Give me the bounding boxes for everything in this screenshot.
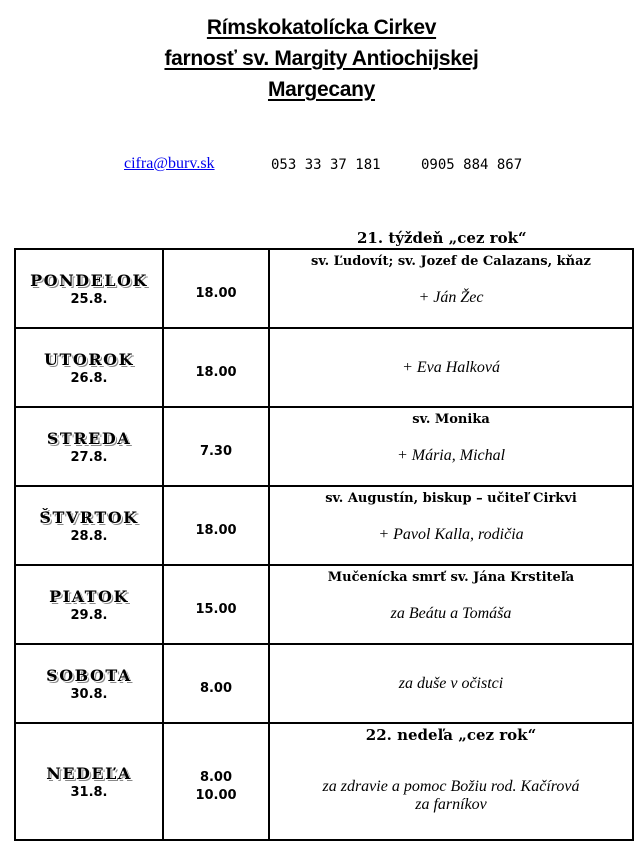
intention-text: za Beátu a Tomáša	[390, 604, 512, 622]
parish-header	[0, 12, 643, 105]
feast-label: Mučenícka smrť sv. Jána Krstiteľa	[327, 570, 575, 585]
day-date: 25.8.	[70, 291, 108, 307]
day-cell	[15, 328, 163, 407]
mass-time: 8.00	[199, 769, 233, 785]
day-date: 30.8.	[70, 686, 108, 702]
header-line-church: Rímskokatolícka Cirkev	[206, 16, 437, 39]
day-cell	[15, 565, 163, 644]
day-name: NEDEĽA	[46, 763, 132, 783]
day-cell	[15, 723, 163, 840]
intention-text: za zdravie a pomoc Božiu rod. Kačírová	[322, 777, 580, 795]
table-row	[15, 723, 633, 840]
day-date: 26.8.	[70, 370, 108, 386]
mass-time: 8.00	[163, 644, 269, 723]
table-row	[15, 407, 633, 486]
day-name: SOBOTA	[46, 665, 132, 685]
table-row	[15, 486, 633, 565]
day-date: 29.8.	[70, 607, 108, 623]
intention-cell	[269, 249, 633, 328]
day-cell	[15, 407, 163, 486]
feast-label: 22. nedeľa „cez rok“	[365, 726, 537, 744]
mass-time: 15.00	[163, 565, 269, 644]
intention-cell	[269, 565, 633, 644]
email-link[interactable]: cifra@burv.sk	[124, 155, 215, 172]
feast-label: sv. Ľudovít; sv. Jozef de Calazans, kňaz	[311, 254, 591, 269]
intention-cell	[269, 486, 633, 565]
intention-text-second: za farníkov	[415, 795, 487, 813]
day-name: UTOROK	[44, 349, 134, 369]
intention-cell	[269, 644, 633, 723]
intention-text: + Pavol Kalla, rodičia	[378, 525, 524, 543]
day-name: PONDELOK	[30, 270, 148, 290]
intention-text: + Mária, Michal	[396, 446, 506, 464]
mass-time-cell	[163, 723, 269, 840]
mass-time-second: 10.00	[195, 787, 237, 803]
day-name: STREDA	[46, 428, 132, 448]
mass-time: 18.00	[163, 249, 269, 328]
mass-time: 7.30	[163, 407, 269, 486]
day-cell	[15, 486, 163, 565]
day-date: 28.8.	[70, 528, 108, 544]
day-name: PIATOK	[49, 586, 129, 606]
table-row	[15, 328, 633, 407]
day-cell	[15, 249, 163, 328]
table-row	[15, 249, 633, 328]
day-date: 27.8.	[70, 449, 108, 465]
intention-text: za duše v očistci	[398, 674, 504, 692]
table-row	[15, 644, 633, 723]
day-date: 31.8.	[70, 784, 108, 800]
table-row	[15, 565, 633, 644]
phone-landline: 053 33 37 181	[271, 157, 381, 173]
day-cell	[15, 644, 163, 723]
mass-time: 18.00	[163, 328, 269, 407]
phone-mobile: 0905 884 867	[421, 157, 523, 173]
contact-line	[0, 155, 643, 177]
header-line-town: Margecany	[267, 78, 376, 101]
intention-cell	[269, 407, 633, 486]
intention-cell	[269, 328, 633, 407]
feast-label: sv. Monika	[412, 412, 490, 427]
header-line-parish: farnosť sv. Margity Antiochijskej	[164, 47, 479, 70]
mass-schedule-table	[14, 248, 634, 841]
day-name: ŠTVRTOK	[39, 507, 139, 527]
week-title: 21. týždeň „cez rok“	[357, 229, 527, 247]
mass-time: 18.00	[163, 486, 269, 565]
intention-text: + Ján Žec	[418, 288, 484, 306]
feast-label: sv. Augustín, biskup – učiteľ Cirkvi	[325, 491, 577, 506]
intention-cell	[269, 723, 633, 840]
intention-text: + Eva Halková	[402, 358, 500, 376]
